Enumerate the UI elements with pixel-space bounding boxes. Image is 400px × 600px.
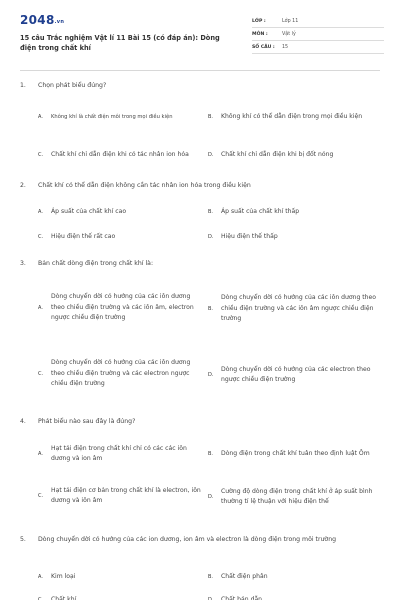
option-letter: D. (208, 494, 214, 500)
option-text: Kim loại (51, 572, 76, 580)
meta-label: SỐ CÂU : (252, 44, 275, 50)
option-text: Hiệu điện thế thấp (221, 232, 278, 240)
option-a[interactable] (38, 103, 208, 131)
option-text: Hạt tải điện cơ bản trong chất khí là electron, iôn dương và iôn âm (51, 486, 201, 504)
option-d[interactable] (208, 230, 380, 244)
meta-row-subject (252, 28, 384, 41)
option-b[interactable] (208, 439, 380, 469)
option-letter: D. (208, 372, 214, 378)
option-d[interactable] (208, 141, 380, 169)
option-letter: D. (208, 152, 214, 158)
question-title (20, 259, 380, 269)
option-a[interactable] (38, 279, 208, 337)
question-title (20, 181, 380, 191)
option-text: Chất khí chỉ dẫn điện khi bị đốt nóng (221, 150, 334, 158)
question-text: Chọn phát biểu đúng? (38, 82, 107, 89)
option-text: Chất bán dẫn (221, 595, 263, 600)
meta-value: Lớp 11 (282, 18, 299, 24)
option-text: Áp suất của chất khí cao (51, 207, 127, 215)
meta-table (252, 15, 384, 54)
option-b[interactable] (208, 205, 380, 219)
question-5 (20, 535, 380, 600)
option-text: Không khí là chất điện môi trong mọi điều kiện (51, 113, 173, 120)
option-text: Áp suất của chất khí thấp (221, 207, 300, 215)
option-letter: B. (208, 306, 214, 312)
meta-row-class (252, 15, 384, 28)
question-number: 3. (20, 260, 26, 267)
option-text: Chất khí chỉ dẫn điện khi có tác nhân ion hóa (51, 150, 189, 158)
option-letter: D. (208, 597, 214, 600)
question-2 (20, 181, 380, 251)
question-3 (20, 259, 380, 409)
option-text: Cường độ dòng điện trong chất khí ở áp suất bình thường tỉ lệ thuận với hiệu điện thế (221, 487, 373, 505)
option-letter: A. (38, 209, 43, 215)
option-c[interactable] (38, 345, 208, 403)
option-d[interactable] (208, 353, 380, 397)
question-text: Phát biểu nào sau đây là đúng? (38, 418, 136, 425)
option-d[interactable] (208, 593, 380, 600)
option-text: Dòng chuyển dời có hướng của các electron theo ngược chiều điện trường (221, 365, 371, 383)
option-letter: B. (208, 451, 214, 457)
question-title (20, 417, 380, 427)
meta-value: Vật lý (282, 31, 296, 37)
option-letter: D. (208, 234, 214, 240)
logo-text: 2048 (20, 13, 55, 27)
option-c[interactable] (38, 230, 208, 244)
question-title (20, 81, 380, 91)
page-header (20, 13, 384, 63)
question-number: 1. (20, 82, 26, 89)
question-number: 2. (20, 182, 26, 189)
option-letter: A. (38, 305, 43, 311)
question-1 (20, 81, 380, 176)
option-letter: A. (38, 451, 43, 457)
option-b[interactable] (208, 103, 380, 131)
option-c[interactable] (38, 481, 208, 511)
option-text: Dòng chuyển dời có hướng của các iôn dương theo chiều điện trường và các iôn âm, electron ngược chiều điện trường (51, 293, 194, 322)
meta-value: 15 (282, 44, 289, 50)
question-number: 4. (20, 418, 26, 425)
option-letter: C. (38, 371, 44, 377)
option-text: Dòng chuyển dời có hướng của các iôn dương theo chiều điện trường và các iôn âm ngược chiều điện trường (221, 294, 377, 323)
option-text: Hiệu điện thế rất cao (51, 232, 116, 240)
logo-suffix: .vn (54, 19, 65, 25)
header-divider (20, 70, 380, 71)
option-letter: B. (208, 114, 214, 120)
option-letter: B. (208, 574, 214, 580)
question-title (20, 535, 380, 545)
option-letter: C. (38, 493, 44, 499)
question-text: Chất khí có thể dẫn điện không cần tác nhân ion hóa trong điều kiện (38, 182, 251, 189)
option-letter: B. (208, 209, 214, 215)
option-text: Hạt tải điện trong chất khí chỉ có các các iôn dương và ion âm (51, 444, 187, 462)
option-text: Không khí có thể dẫn điện trong mọi điều kiện (221, 112, 363, 120)
option-letter: C. (38, 152, 44, 158)
document-title: 15 câu Trắc nghiệm Vật lí 11 Bài 15 (có đáp án): Dòng điện trong chất khí (20, 34, 220, 52)
question-text: Bản chất dòng điện trong chất khí là: (38, 260, 154, 267)
option-a[interactable] (38, 205, 208, 219)
option-text: Dòng điện trong chất khí tuân theo định luật Ôm (221, 449, 370, 457)
option-c[interactable] (38, 593, 208, 600)
meta-label: MÔN : (252, 31, 268, 37)
option-c[interactable] (38, 141, 208, 169)
option-b[interactable] (208, 287, 380, 331)
option-b[interactable] (208, 570, 380, 584)
option-a[interactable] (38, 570, 208, 584)
meta-label: LỚP : (252, 18, 266, 24)
question-number: 5. (20, 536, 26, 543)
option-text: Chất điện phân (221, 572, 268, 580)
option-letter: A. (38, 114, 43, 120)
option-letter: C. (38, 234, 44, 240)
site-logo[interactable] (20, 13, 64, 27)
option-letter: A. (38, 574, 43, 580)
option-letter: C. (38, 597, 44, 600)
option-text: Chất khí (51, 595, 77, 600)
meta-row-count (252, 41, 384, 54)
question-text: Dòng chuyển dời có hướng của các ion dương, ion âm và electron là dòng điện trong môi trường (38, 536, 337, 543)
option-a[interactable] (38, 439, 208, 469)
option-text: Dòng chuyển dời có hướng của các iôn dương theo chiều điện trường và các electron ngược chiều điện trường (51, 359, 191, 388)
option-d[interactable] (208, 477, 380, 517)
question-4 (20, 417, 380, 527)
